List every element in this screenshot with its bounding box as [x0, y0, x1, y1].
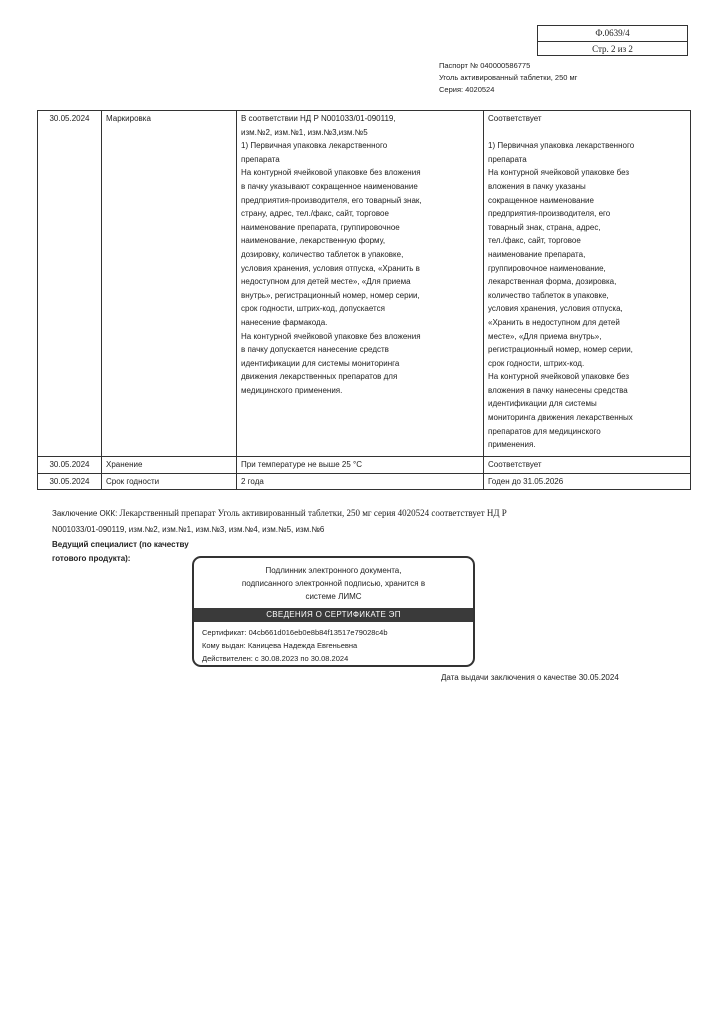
conclusion-text: Лекарственный препарат Уголь активированный таблетки, 250 мг серия 4020524 соответствует НД Р [119, 508, 507, 518]
form-code: Ф.0639/4 [595, 28, 630, 38]
stamp-certificate: Сертификат: 04cb661d016eb0e8b84f13517e79028c4b [202, 628, 388, 637]
row-date: 30.05.2024 [38, 111, 102, 457]
conclusion [52, 505, 592, 538]
row-result: Годен до 31.05.2026 [484, 473, 691, 490]
row-date: 30.05.2024 [38, 473, 102, 490]
table-row [38, 457, 691, 474]
stamp-header: Подлинник электронного документа, подписанного электронной подписью, хранится в системе ЛИМС [241, 566, 426, 601]
electronic-signature-stamp [192, 556, 475, 667]
conclusion-line2: N001033/01-090119, изм.№2, изм.№1, изм.№3, изм.№4, изм.№5, изм.№6 [52, 525, 325, 534]
passport-product: Уголь активированный таблетки, 250 мг [439, 73, 578, 82]
stamp-band: СВЕДЕНИЯ О СЕРТИФИКАТЕ ЭП [193, 608, 474, 622]
passport-number: Паспорт № 040000586775 [439, 61, 531, 70]
row-date: 30.05.2024 [38, 457, 102, 474]
row-requirement: При температуре не выше 25 °С [237, 457, 484, 474]
form-code-box [537, 25, 688, 56]
page-number: Стр. 2 из 2 [538, 41, 687, 56]
passport-series: Серия: 4020524 [439, 85, 495, 94]
row-requirement: В соответствии НД Р N001033/01-090119, изм.№2, изм.№1, изм.№3,изм.№5 1) Первичная упаковка лекарственного препарата На контурной ячейковой упаковке без вложения в пачку указывают сокращенное наименование предприятия-производителя, его товарный знак, страну, адрес, тел./факс, сайт, торговое наименование препарата, группировочное наименование, лекарственную форму, дозировку, количество таблеток в упаковке, условия хранения, условия отпуска, «Хранить в недоступном для детей месте», «Для приема внутрь», регистрационный номер, номер серии, срок годности, штрих-код, допускается нанесение фармакода. На контурной ячейковой упаковке без вложения в пачку допускается нанесение средств идентификации для системы мониторинга движения лекарственных препаратов для медицинского применения. [237, 111, 484, 457]
table-row [38, 473, 691, 490]
stamp-valid: Действителен: с 30.08.2023 по 30.08.2024 [202, 654, 349, 663]
row-result: Соответствует 1) Первичная упаковка лекарственного препарата На контурной ячейковой упаковке без вложения в пачку указаны сокращенное наименование предприятия-производителя, его товарный знак, страна, адрес, тел./факс, сайт, торговое наименование препарата, группировочное наименование, лекарственная форма, дозировка, количество таблеток в упаковке, условия хранения, условия отпуска, «Хранить в недоступном для детей месте», «Для приема внутрь», регистрационный номер, номер серии, срок годности, штрих-код. На контурной ячейковой упаковке без вложения в пачку нанесены средства идентификации для системы мониторинга движения лекарственных препаратов для медицинского применения. [484, 111, 691, 457]
row-requirement: 2 года [237, 473, 484, 490]
row-indicator: Хранение [102, 457, 237, 474]
table-row [38, 111, 691, 457]
row-indicator: Маркировка [102, 111, 237, 457]
passport-header [439, 60, 577, 96]
results-table [37, 110, 691, 490]
specialist-label: Ведущий специалист (по качеству готового продукта): [52, 540, 189, 563]
row-result: Соответствует [484, 457, 691, 474]
conclusion-label: Заключение ОКК: [52, 509, 118, 518]
issue-date: Дата выдачи заключения о качестве 30.05.2024 [441, 673, 619, 682]
stamp-issued-to: Кому выдан: Каницева Надежда Евгеньевна [202, 641, 358, 650]
row-indicator: Срок годности [102, 473, 237, 490]
